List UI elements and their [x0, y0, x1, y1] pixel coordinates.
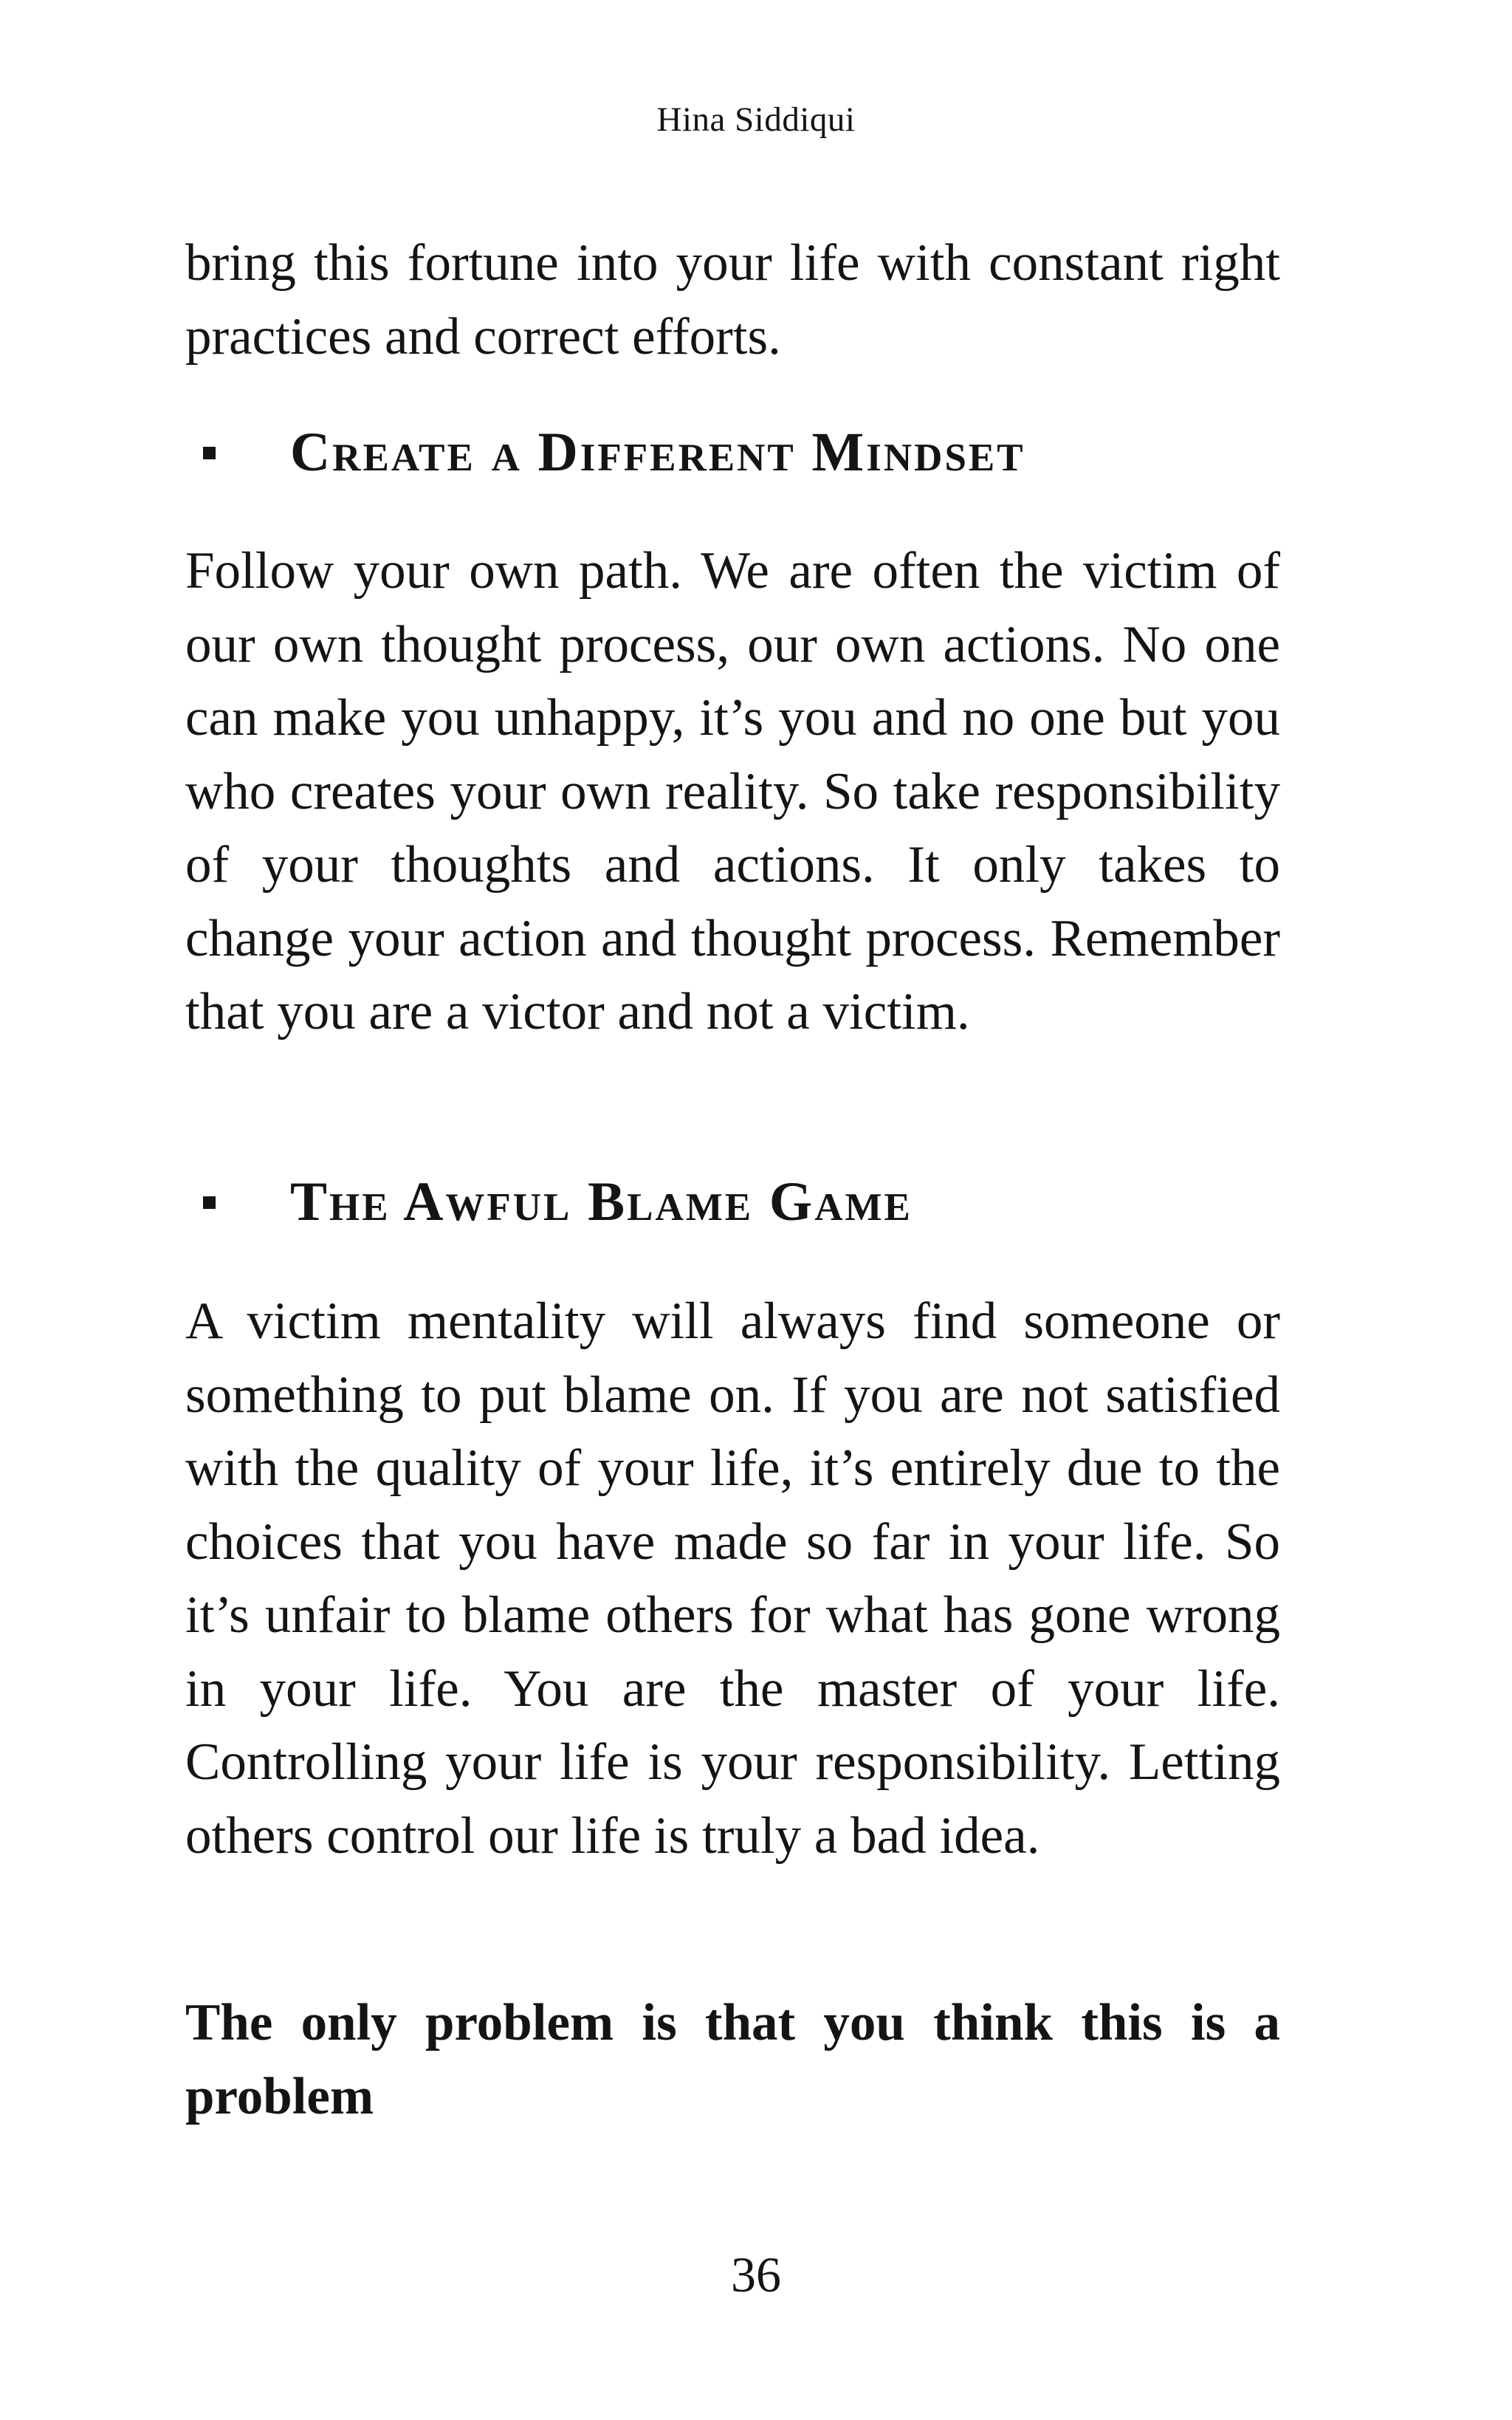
mindset-paragraph: Follow your own path. We are often the victim of our own thought process, our own actions. No one can make you unhappy, it’s you and no one but you who creates your own reality. So take responsibility of your thoughts and actions. It only takes to change your action and thought process. Remember that you are a victor and not a victim.	[185, 542, 1280, 1041]
intro-paragraph: bring this fortune into your life with constant right practices and correct efforts.	[185, 234, 1280, 366]
blame-paragraph: A victim mentality will always find someone or something to put blame on. If you are not satisfied with the quality of your life, it’s entirely due to the choices that you have made so far in your life. So it’s unfair to blame others for what has gone wrong in your life. You are the master of your life. Controlling your life is your responsibility. Letting others control our life is truly a bad idea.	[185, 1292, 1280, 1865]
section-heading-mindset	[185, 416, 1280, 490]
square-bullet-icon	[203, 1196, 216, 1209]
section-heading-mindset-text: Create a Different Mindset	[290, 422, 1025, 483]
running-header-author: Hina Siddiqui	[656, 100, 856, 139]
emphasis-line: The only problem is that you think this is a problem	[185, 1994, 1280, 2125]
page-number: 36	[731, 2246, 781, 2303]
square-bullet-icon	[203, 447, 216, 459]
section-heading-blame-text: The Awful Blame Game	[290, 1171, 913, 1233]
section-heading-blame	[185, 1165, 1280, 1239]
